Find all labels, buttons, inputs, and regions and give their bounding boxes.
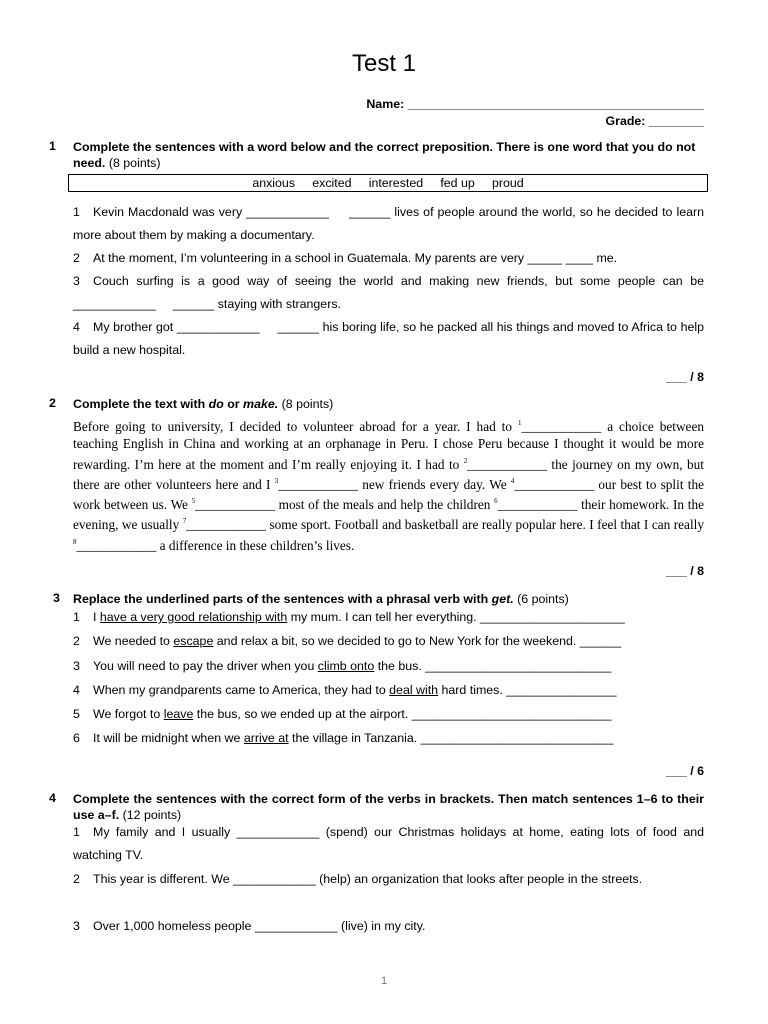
item-text: my mum. I can tell her everything. _____________________ [287,610,625,624]
underlined-phrase: escape [173,634,214,649]
gap-number: 7 [182,517,187,526]
q1-word-box: anxious excited interested fed up proud [68,174,708,192]
passage-text: ____________ our best to split the work between us. We [73,476,705,513]
gap-number: 8 [73,537,77,546]
q3-item-1 [73,605,713,629]
item-text: It will be midnight when we [93,731,244,746]
item-number: 5 [73,707,80,722]
q2-instruction [73,396,709,412]
item-text: At the moment, I’m volunteering in a school in Guatemala. My parents are very _____ ____ me. [93,251,618,265]
q4-number: 4 [49,791,56,805]
item-number: 1 [73,205,80,219]
q1-number: 1 [49,139,56,153]
q3-item-2 [73,629,713,653]
q1-item-4 [73,316,708,362]
q2-instruction-or: or [223,397,244,411]
item-text: the bus. ___________________________ [374,658,612,673]
item-number: 2 [73,634,80,649]
gap-number: 6 [494,497,498,506]
passage-text: ____________ their homework. In the evening, we usually [73,497,704,533]
item-number: 4 [73,682,80,697]
underlined-phrase: have a very good relationship with [99,610,288,624]
item-text: Kevin Macdonald was very ____________ ______ lives of people around the world, so he decided to learn more about them by making a documentary. [73,205,708,242]
item-number: 4 [73,320,80,334]
q1-item-2 [73,247,704,270]
item-text: We needed to [93,634,174,649]
passage-text: ____________ a choice between teaching English in China and working at an orphanage in Peru. I chose Peru because I thought it would be more rewarding. I’m here at the moment and I’m really enjoying it. I had to [73,419,704,472]
q1-points: (8 points) [108,156,161,170]
q2-instruction-make: make. [243,397,279,411]
gap-number: 5 [191,497,196,506]
q1-item-3 [73,270,708,316]
passage-text: ____________ most of the meals and help the children [195,497,495,513]
q2-number: 2 [49,396,56,410]
item-text: You will need to pay the driver when you [93,658,318,673]
q2-score: ___ / 8 [666,564,704,578]
passage-text: ____________ new friends every day. We [278,476,511,492]
gap-number: 4 [510,476,515,485]
passage-text: ____________ a difference in these children’s lives. [76,537,355,553]
q3-points: (6 points) [517,592,569,606]
q1-score: ___ / 8 [666,370,704,384]
item-number: 2 [73,251,80,265]
underlined-phrase: arrive at [243,731,289,746]
item-number: 3 [73,919,80,933]
page-title: Test 1 [351,50,417,77]
item-text: the village in Tanzania. ____________________________ [288,731,614,746]
gap-number: 2 [463,456,468,465]
q3-score: ___ / 6 [666,764,704,778]
item-text: Couch surfing is a good way of seeing the world and making new friends, but some people can be ____________ ______ staying with strangers. [73,274,708,311]
q4-item-2 [73,868,704,891]
q3-items [73,605,713,751]
q4-instruction [73,791,704,823]
q4-item-1 [73,821,704,867]
grade-field[interactable]: Grade: ________ [605,114,704,128]
item-text: My brother got ____________ ______ his boring life, so he packed all his things and moved to Africa to help build a new hospital. [73,320,708,357]
q1-instruction-text: Complete the sentences with a word below and the correct preposition. There is one word that you do not need. [73,140,696,170]
item-number: 1 [73,610,80,624]
q2-points: (8 points) [281,397,334,411]
passage-text: ____________ the journey on my own, but there are other volunteers here and I [73,456,704,492]
q4-item-3 [73,915,704,938]
item-text: the bus, so we ended up at the airport. _____________________________ [193,707,612,722]
q3-number: 3 [53,591,60,605]
q4-points: (12 points) [122,808,182,822]
page-number: 1 [380,975,388,987]
item-text: Over 1,000 homeless people ____________ (live) in my city. [93,919,426,933]
underlined-phrase: climb onto [317,658,375,673]
item-text: We forgot to [93,707,164,722]
item-text: This year is different. We ____________ (help) an organization that looks after people in the streets. [93,872,643,886]
passage-text: Before going to university, I decided to volunteer abroad for a year. I had to [73,419,518,434]
item-text: I [93,610,100,624]
item-number: 1 [73,825,80,839]
q3-item-5 [73,702,713,726]
item-text: hard times. ________________ [438,682,617,697]
name-field[interactable]: Name: ___________________________________________ [366,97,704,111]
q2-instruction-text: Complete the text with [73,397,209,411]
q3-instruction-get: get. [491,592,514,606]
item-text: and relax a bit, so we decided to go to New York for the weekend. ______ [213,634,622,649]
item-number: 6 [73,731,80,746]
item-number: 3 [73,658,80,673]
item-text: When my grandparents came to America, they had to [93,682,390,697]
gap-number: 1 [517,419,522,427]
item-number: 3 [73,274,80,288]
passage-text: ____________ some sport. Football and basketball are really popular here. I feel that I can really [186,517,704,533]
q1-item-1 [73,201,708,247]
item-number: 2 [73,872,80,886]
q2-instruction-do: do [208,397,224,411]
gap-number: 3 [274,476,279,485]
q4-instruction-text: Complete the sentences with the correct form of the verbs in brackets. Then match sentences 1–6 to their use a–f. [73,792,704,822]
q3-instruction-text: Replace the underlined parts of the sentences with a phrasal verb with [73,592,492,606]
item-text: My family and I usually ____________ (spend) our Christmas holidays at home, eating lots of food and watching TV. [73,825,704,862]
q3-item-6 [73,726,713,750]
q3-item-4 [73,678,713,702]
underlined-phrase: deal with [389,682,439,697]
q2-passage [73,415,704,554]
q3-item-3 [73,654,713,678]
underlined-phrase: leave [163,707,194,722]
q1-instruction [73,139,709,171]
